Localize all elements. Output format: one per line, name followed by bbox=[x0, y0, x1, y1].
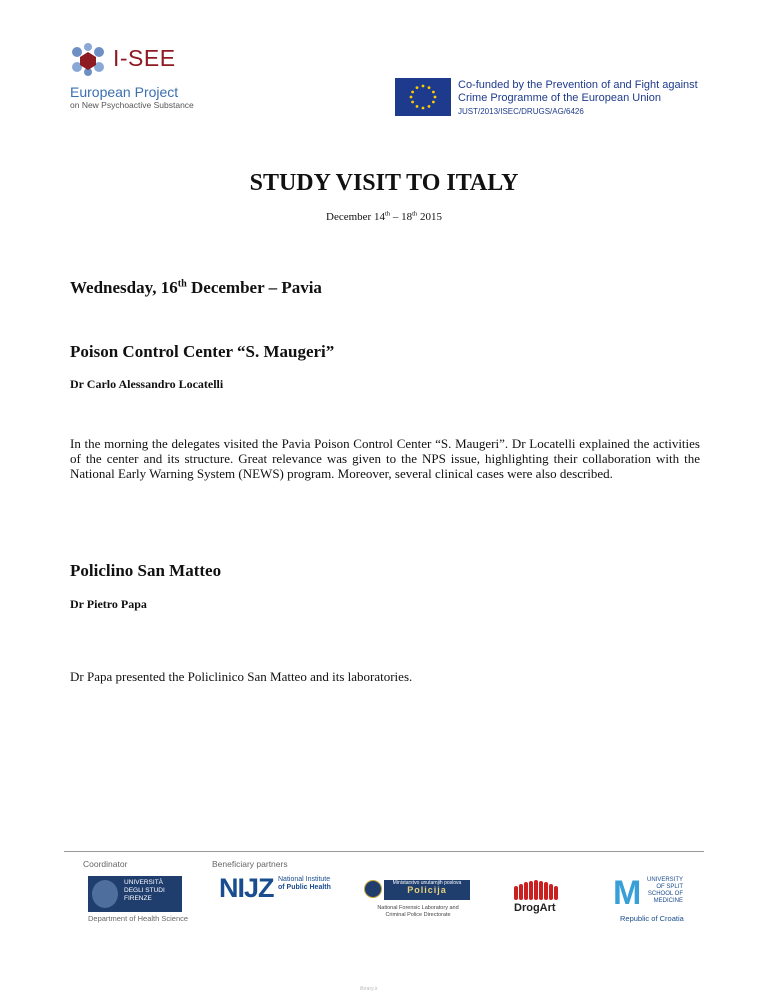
split-caption: Republic of Croatia bbox=[620, 914, 684, 923]
bottom-watermark: ilbrary.ir bbox=[360, 986, 378, 992]
policija-top: Ministarstvo unutarnjih poslova bbox=[392, 880, 462, 886]
project-title: European Project bbox=[70, 84, 179, 100]
nijz-sub-line2: of Public Health bbox=[278, 884, 331, 891]
police-badge-icon bbox=[364, 880, 382, 898]
split-logo-icon: M bbox=[613, 874, 642, 912]
section-paragraph: Dr Papa presented the Policlinico San Matteo and its laboratories. bbox=[70, 669, 413, 684]
dates-mid: – 18 bbox=[390, 211, 413, 223]
policija-caption-line2: Criminal Police Directorate bbox=[385, 912, 451, 918]
split-line4: MEDICINE bbox=[653, 898, 683, 904]
split-line3: SCHOOL OF bbox=[647, 891, 683, 897]
day-post: December – Pavia bbox=[186, 278, 322, 297]
drogart-bars-icon bbox=[514, 880, 558, 900]
split-logo-text bbox=[647, 877, 683, 905]
eu-cofund-line1: Co-funded by the Prevention of and Fight against bbox=[458, 79, 698, 91]
eu-cofunding-text bbox=[458, 79, 698, 118]
nijz-sub-line1: National Institute bbox=[278, 876, 331, 883]
unifi-logo: UNIVERSITÀ DEGLI STUDI FIRENZE bbox=[88, 876, 182, 912]
document-title: STUDY VISIT TO ITALY bbox=[249, 170, 519, 196]
dates-pre: December 14 bbox=[326, 211, 385, 223]
day-pre: Wednesday, 16 bbox=[70, 278, 178, 297]
dates-sup1: th bbox=[384, 210, 391, 218]
unifi-seal-icon bbox=[92, 880, 118, 908]
footer-divider bbox=[64, 851, 704, 852]
partners-label: Beneficiary partners bbox=[212, 859, 288, 869]
eu-cofund-line2: Crime Programme of the European Union bbox=[458, 92, 661, 104]
isee-logo-text: I-SEE bbox=[113, 45, 176, 71]
eu-flag-icon bbox=[395, 78, 451, 116]
unifi-caption: Department of Health Science bbox=[88, 914, 189, 923]
day-sup: th bbox=[177, 278, 187, 290]
split-line2: OF SPLIT bbox=[656, 884, 683, 890]
drogart-logo: DrogArt bbox=[514, 902, 556, 914]
section-heading: Policlino San Matteo bbox=[70, 561, 222, 580]
policija-caption-line1: National Forensic Laboratory and bbox=[377, 905, 459, 911]
section-person: Dr Carlo Alessandro Locatelli bbox=[70, 377, 224, 391]
project-subtitle: on New Psychoactive Substance bbox=[70, 100, 194, 110]
section-person: Dr Pietro Papa bbox=[70, 597, 147, 611]
policija-caption bbox=[362, 905, 474, 919]
nijz-logo: NIJZ bbox=[219, 873, 274, 903]
eu-grant-ref: JUST/2013/ISEC/DRUGS/AG/6426 bbox=[458, 107, 584, 116]
day-heading bbox=[70, 278, 322, 298]
nijz-subtitle bbox=[278, 876, 331, 892]
visit-dates bbox=[0, 211, 768, 223]
section-paragraph: In the morning the delegates visited the Pavia Poison Control Center “S. Maugeri”. Dr Locatelli explained the activities of the center and its structure. Great relevance was given to the NPS issue, highlighting their collaboration with the National Early Warning System (NEWS) program. Moreover, several clinical cases were also described. bbox=[70, 436, 700, 481]
dates-post: 2015 bbox=[417, 211, 442, 223]
section-heading: Poison Control Center “S. Maugeri” bbox=[70, 342, 335, 361]
policija-name: Policija bbox=[407, 885, 447, 895]
coordinator-label: Coordinator bbox=[83, 859, 128, 869]
dates-sup2: th bbox=[412, 210, 418, 218]
policija-logo bbox=[384, 880, 470, 900]
split-line1: UNIVERSITY bbox=[647, 877, 684, 883]
